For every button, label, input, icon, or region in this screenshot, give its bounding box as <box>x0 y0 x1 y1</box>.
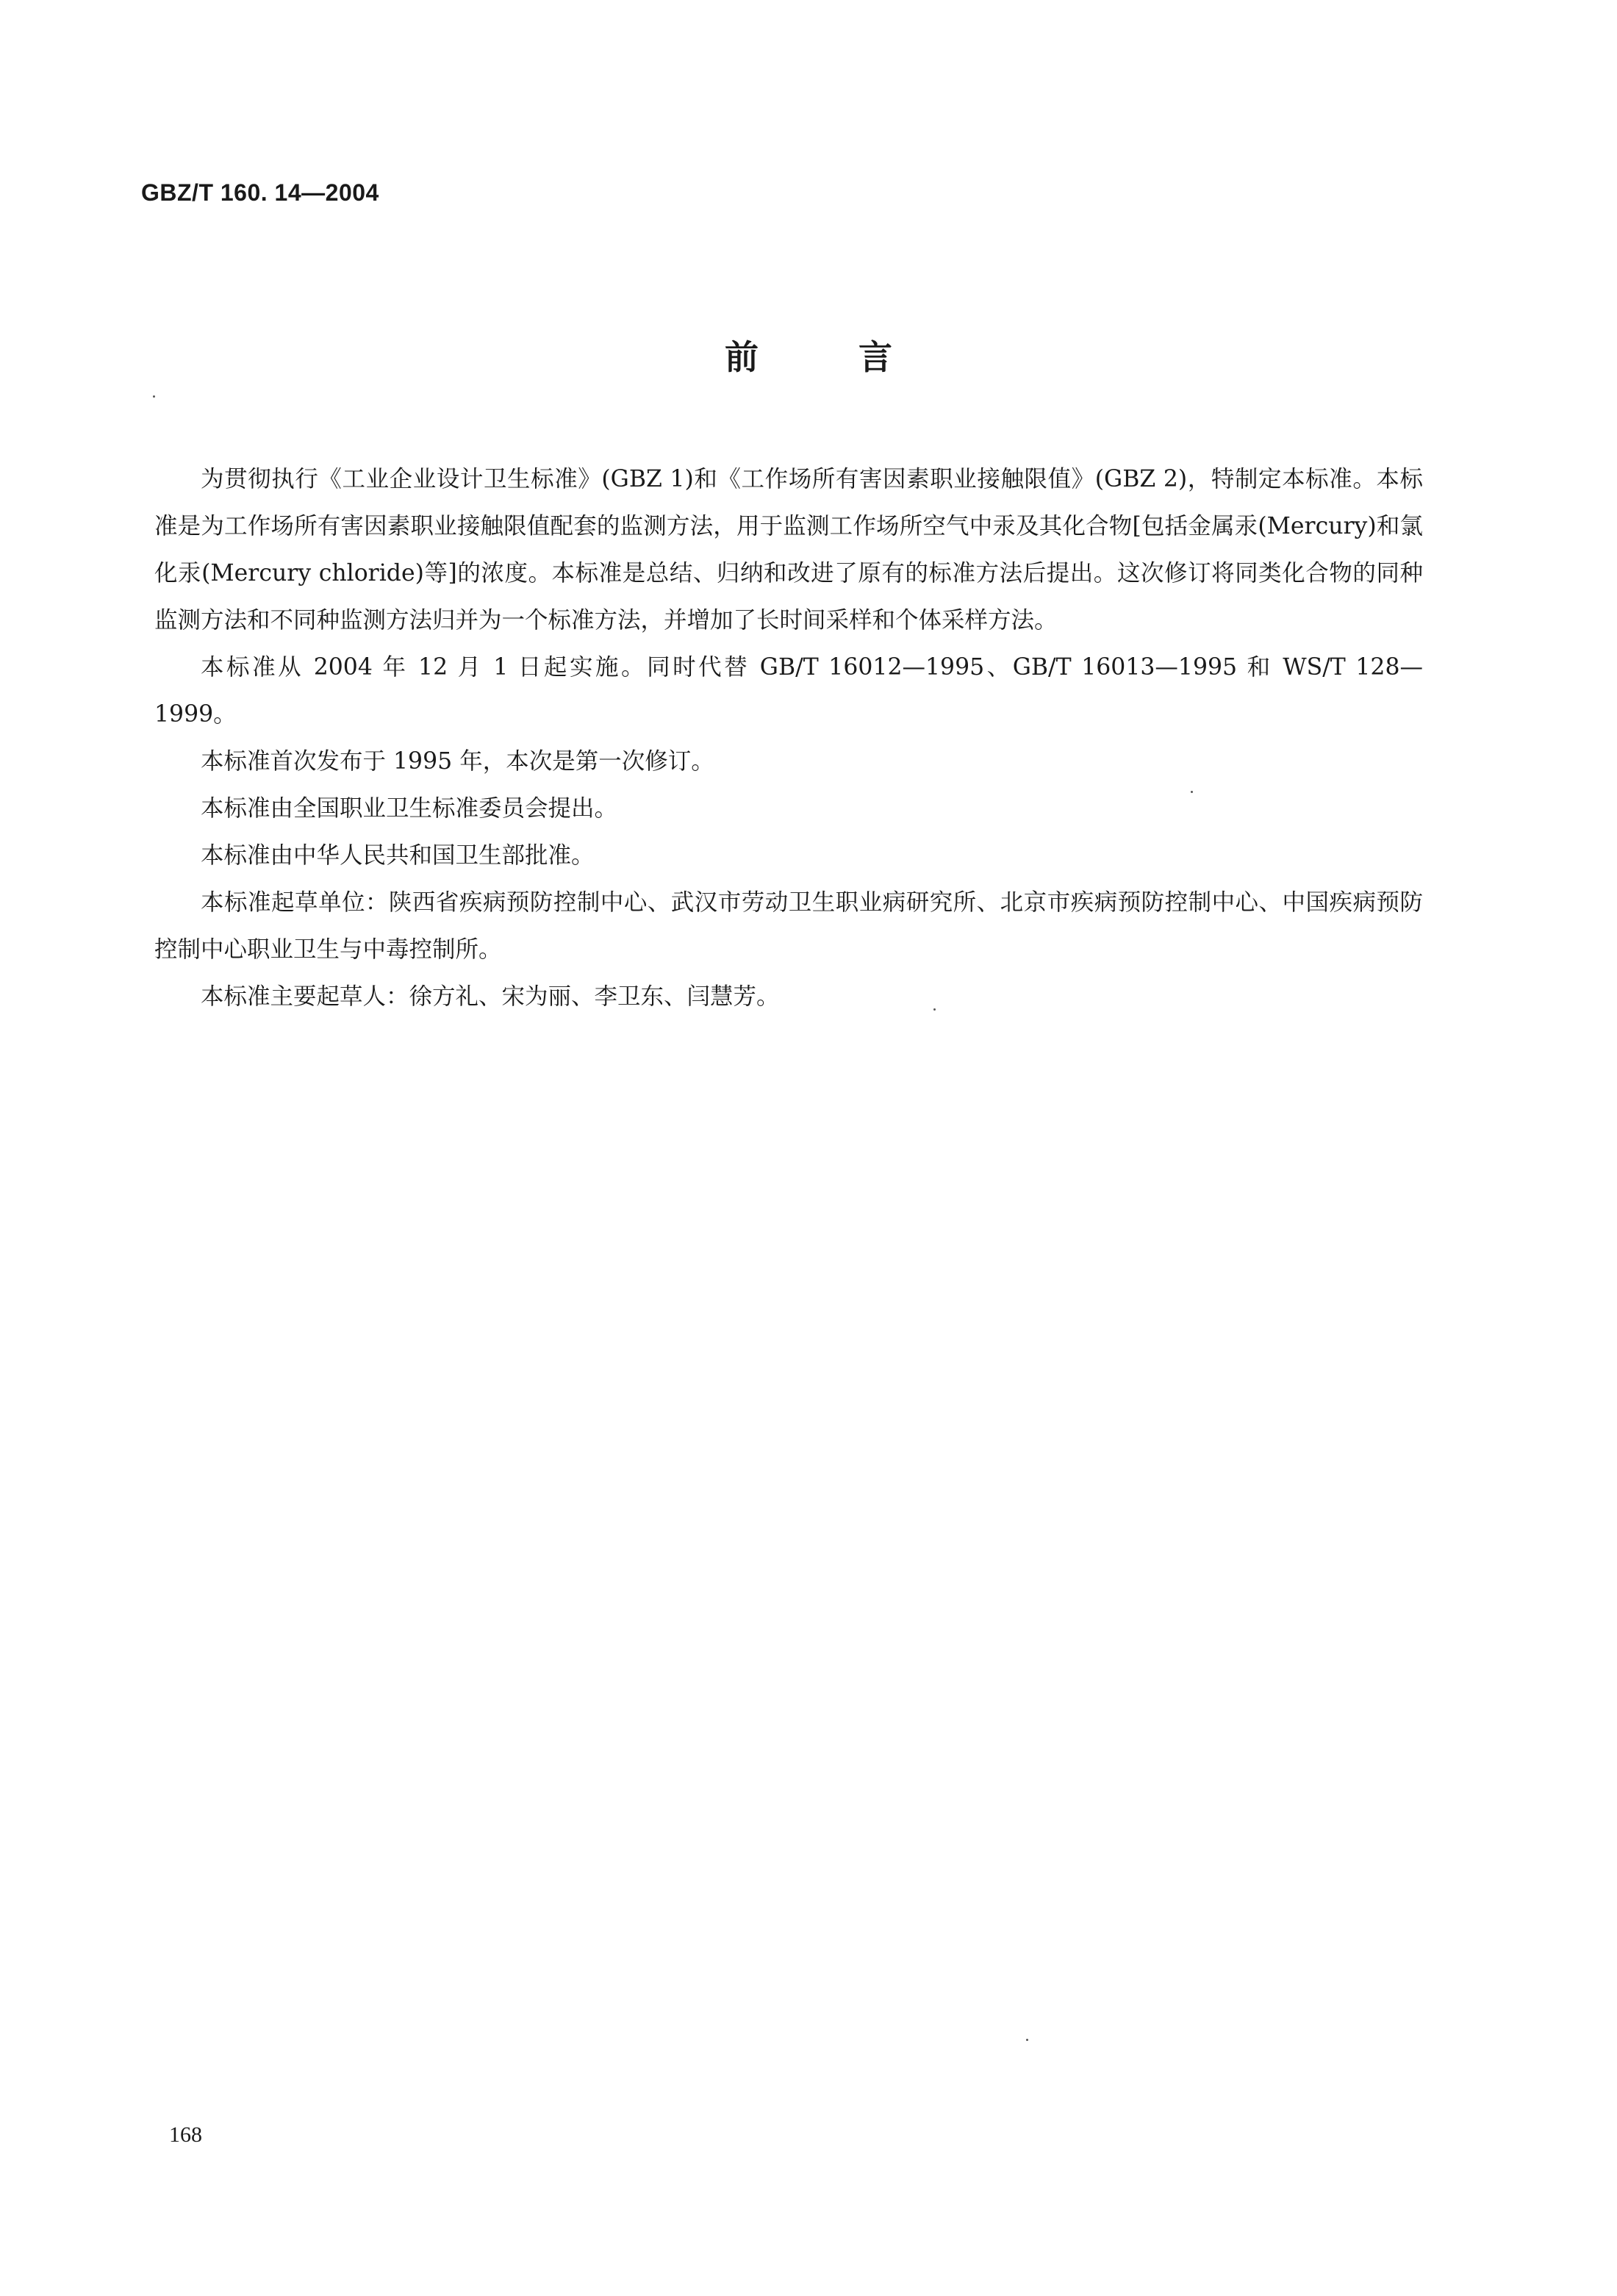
scan-speck <box>1026 2039 1028 2041</box>
page-title: 前 言 <box>724 337 936 377</box>
paragraph-purpose: 为贯彻执行《工业企业设计卫生标准》(GBZ 1)和《工作场所有害因素职业接触限值》(GBZ 2)，特制定本标准。本标准是为工作场所有害因素职业接触限值配套的监测方法，用于监测工作场所空气中汞及其化合物[包括金属汞(Mercury)和氯化汞(Mercury chloride)等]的浓度。本标准是总结、归纳和改进了原有的标准方法后提出。这次修订将同类化合物的同种监测方法和不同种监测方法归并为一个标准方法，并增加了长时间采样和个体采样方法。 <box>154 466 1423 634</box>
paragraph-effective-date: 本标准从 2004 年 12 月 1 日起实施。同时代替 GB/T 16012—1995、GB/T 16013—1995 和 WS/T 128—1999。 <box>154 654 1423 728</box>
scan-speck <box>933 1008 936 1011</box>
paragraph-approved-by: 本标准由中华人民共和国卫生部批准。 <box>201 842 595 869</box>
scan-speck <box>153 395 155 398</box>
page-number: 168 <box>169 2123 202 2147</box>
scan-speck <box>1191 791 1193 793</box>
paragraph-drafting-units: 本标准起草单位：陕西省疾病预防控制中心、武汉市劳动卫生职业病研究所、北京市疾病预防控制中心、中国疾病预防控制中心职业卫生与中毒控制所。 <box>154 889 1423 963</box>
body-text <box>154 456 1423 1020</box>
paragraph-proposed-by: 本标准由全国职业卫生标准委员会提出。 <box>201 795 618 822</box>
paragraph-first-release: 本标准首次发布于 1995 年，本次是第一次修订。 <box>201 748 714 775</box>
paragraph-drafters: 本标准主要起草人：徐方礼、宋为丽、李卫东、闫慧芳。 <box>201 983 780 1010</box>
standard-code: GBZ/T 160. 14—2004 <box>141 179 379 206</box>
